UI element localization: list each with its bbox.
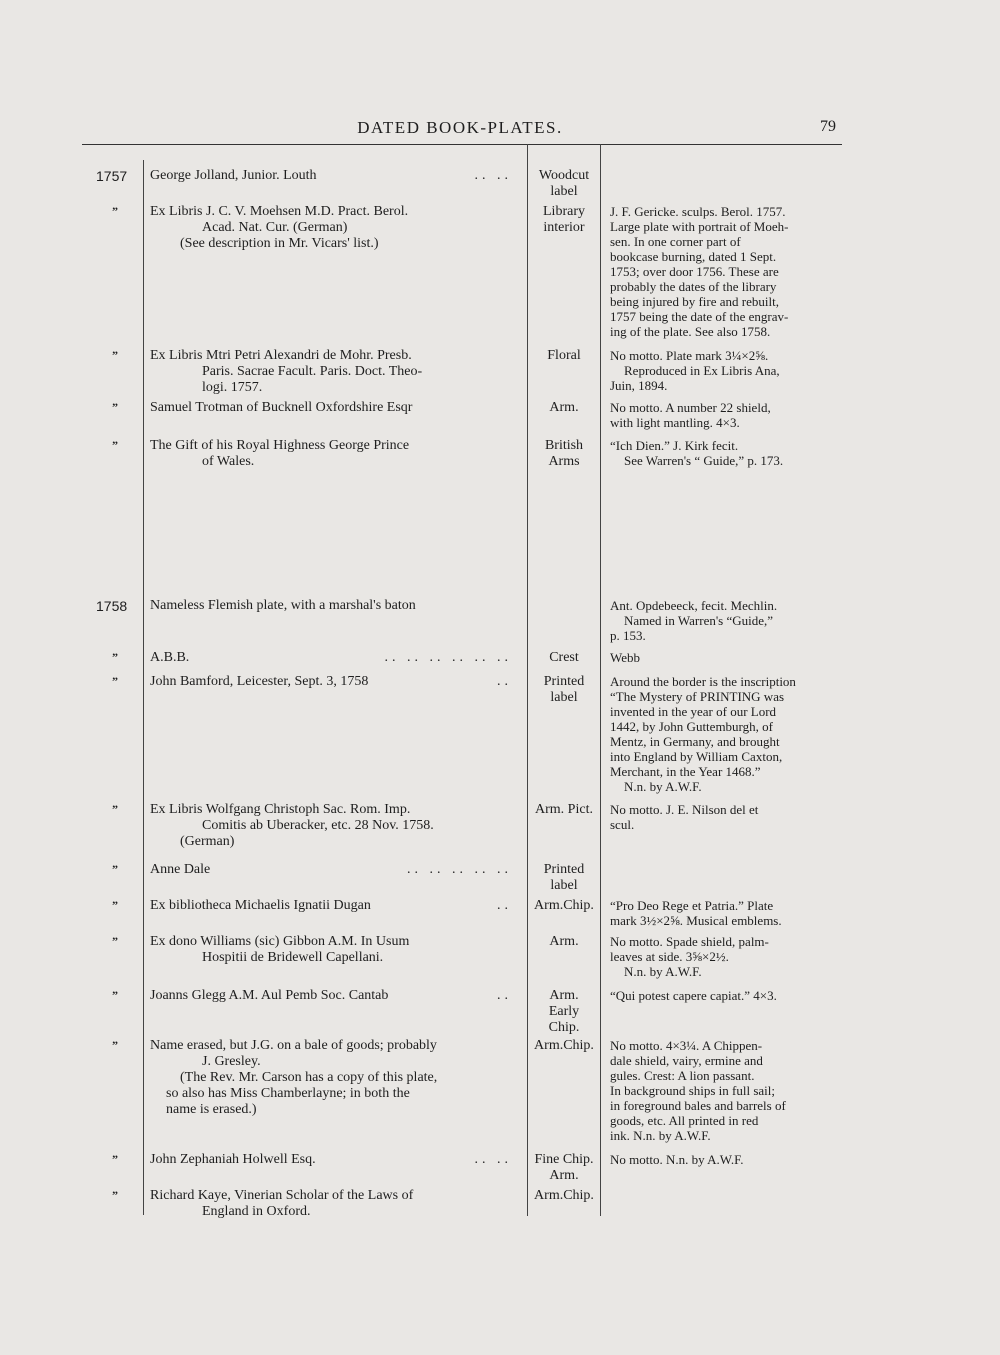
entry-note: “Qui potest capere capiat.” 4×3. xyxy=(610,988,777,1003)
ditto-mark: ” xyxy=(112,438,118,452)
ditto-mark: ” xyxy=(112,988,118,1002)
entry-kind: Printed label xyxy=(543,674,585,705)
entry-note: J. F. Gericke. sculps. Berol. 1757. Large plate with portrait of Moeh- sen. In one corner part of bookcase burning, dated 1 Sept. 1753; over door 1756. These are probably the dates of the library being injured by fire and rebuilt, 1757 being the date of the engrav- ing of the plate. See also 1758. xyxy=(610,204,789,339)
entry-note: Ant. Opdebeeck, fecit. Mechlin. Named in Warren's “Guide,” p. 153. xyxy=(610,598,778,643)
column-divider-right xyxy=(600,144,601,1216)
entry-description: Ex Libris Mtri Petri Alexandri de Mohr. Presb. Paris. Sacrae Facult. Paris. Doct. Theo- logi. 1757. xyxy=(150,348,423,395)
leader-dots: .. .. .. .. .. xyxy=(407,862,512,877)
ditto-mark: ” xyxy=(112,898,118,912)
entry-kind: Arm. Pict. xyxy=(535,802,593,817)
entry-description: A.B.B. .. .. .. .. .. .. xyxy=(150,650,512,665)
entry-description: Name erased, but J.G. on a bale of goods; probably J. Gresley. (The Rev. Mr. Carson has a copy of this plate, so also has Miss Chamberlayne; in both the name is erased.) xyxy=(150,1038,438,1117)
entry-note: No motto. Spade shield, palm- leaves at side. 3⅝×2½. N.n. by A.W.F. xyxy=(610,934,769,979)
leader-dots: .. .. xyxy=(474,168,512,183)
entry-kind: Arm.Chip. xyxy=(534,1188,594,1203)
entry-description: Richard Kaye, Vinerian Scholar of the Laws of England in Oxford. xyxy=(150,1188,414,1219)
entry-kind: Printed label xyxy=(543,862,585,893)
entry-kind: Library interior xyxy=(543,204,585,235)
entry-description: John Bamford, Leicester, Sept. 3, 1758 .. xyxy=(150,674,512,689)
entry-year: 1758 xyxy=(96,598,128,614)
ditto-mark: ” xyxy=(112,650,118,664)
entry-note: “Pro Deo Rege et Patria.” Plate mark 3½×2⅝. Musical emblems. xyxy=(610,898,782,928)
entry-kind: Fine Chip. Arm. xyxy=(534,1152,594,1183)
entry-description: The Gift of his Royal Highness George Prince of Wales. xyxy=(150,438,410,469)
entry-kind: Arm. xyxy=(549,934,579,949)
ditto-mark: ” xyxy=(112,1152,118,1166)
entry-kind: Arm. xyxy=(549,400,579,415)
ditto-mark: ” xyxy=(112,862,118,876)
entry-description: Ex Libris Wolfgang Christoph Sac. Rom. Imp. Comitis ab Uberacker, etc. 28 Nov. 1758. (German) xyxy=(150,802,434,849)
entry-kind: Arm. Early Chip. xyxy=(548,988,580,1035)
entry-description: John Zephaniah Holwell Esq. .. .. xyxy=(150,1152,512,1167)
entry-description: Anne Dale .. .. .. .. .. xyxy=(150,862,512,877)
column-divider-left xyxy=(143,160,144,1215)
leader-dots: .. .. .. .. .. .. xyxy=(384,650,512,665)
running-header-title: DATED BOOK-PLATES. xyxy=(357,118,563,137)
ditto-mark: ” xyxy=(112,802,118,816)
leader-dots: .. xyxy=(497,674,512,689)
entry-note: Webb xyxy=(610,650,640,665)
entry-kind: Floral xyxy=(547,348,581,363)
entry-description: George Jolland, Junior. Louth .. .. xyxy=(150,168,512,183)
entry-description: Ex bibliotheca Michaelis Ignatii Dugan .. xyxy=(150,898,512,913)
ditto-mark: ” xyxy=(112,400,118,414)
entry-note: No motto. Plate mark 3¼×2⅝. Reproduced in Ex Libris Ana, Juin, 1894. xyxy=(610,348,780,393)
entry-description: Ex dono Williams (sic) Gibbon A.M. In Usum Hospitii de Bridewell Capellani. xyxy=(150,934,410,965)
page-number: 79 xyxy=(820,118,836,135)
entry-kind: British Arms xyxy=(544,438,584,469)
entry-description: Samuel Trotman of Bucknell Oxfordshire Esqr xyxy=(150,400,413,415)
header-rule xyxy=(82,144,842,145)
entry-year: 1757 xyxy=(96,168,128,184)
ditto-mark: ” xyxy=(112,348,118,362)
entry-kind: Arm.Chip. xyxy=(534,1038,594,1053)
entry-kind: Arm.Chip. xyxy=(534,898,594,913)
ditto-mark: ” xyxy=(112,1188,118,1202)
entry-note: No motto. A number 22 shield, with light mantling. 4×3. xyxy=(610,400,771,430)
entry-note: No motto. 4×3¼. A Chippen- dale shield, vairy, ermine and gules. Crest: A lion passant. In background ships in full sail; in foreground bales and barrels of goods, etc. All printed in red ink. N.n. by A.W.F. xyxy=(610,1038,786,1143)
entry-kind: Woodcut label xyxy=(538,168,590,199)
entry-note: No motto. J. E. Nilson del et scul. xyxy=(610,802,759,832)
entry-note: “Ich Dien.” J. Kirk fecit. See Warren's “ Guide,” p. 173. xyxy=(610,438,784,468)
ditto-mark: ” xyxy=(112,674,118,688)
leader-dots: .. xyxy=(497,988,512,1003)
leader-dots: .. xyxy=(497,898,512,913)
ditto-mark: ” xyxy=(112,934,118,948)
entry-description: Ex Libris J. C. V. Moehsen M.D. Pract. Berol. Acad. Nat. Cur. (German) (See description in Mr. Vicars' list.) xyxy=(150,204,409,251)
ditto-mark: ” xyxy=(112,204,118,218)
entry-description: Nameless Flemish plate, with a marshal's baton xyxy=(150,598,416,613)
entry-description: Joanns Glegg A.M. Aul Pemb Soc. Cantab .. xyxy=(150,988,512,1003)
entry-note: Around the border is the inscription “The Mystery of PRINTING was invented in the year of our Lord 1442, by John Guttemburgh, of Mentz, in Germany, and brought into England by William Caxton, Merchant, in the Year 1468.” N.n. by A.W.F. xyxy=(610,674,796,794)
ditto-mark: ” xyxy=(112,1038,118,1052)
leader-dots: .. .. xyxy=(474,1152,512,1167)
entry-kind: Crest xyxy=(549,650,579,665)
entry-note: No motto. N.n. by A.W.F. xyxy=(610,1152,744,1167)
